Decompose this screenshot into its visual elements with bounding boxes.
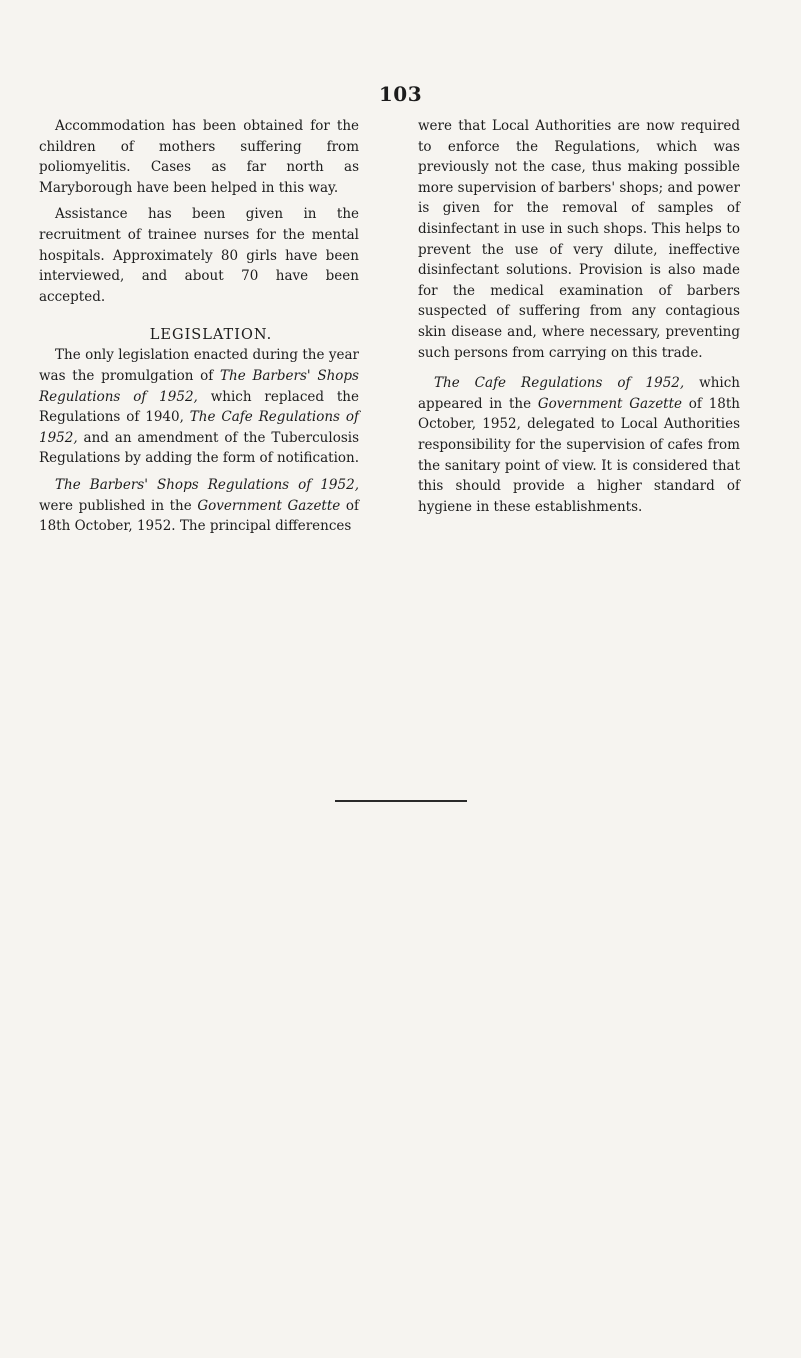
italic-title-government-gazette: Government Gazette xyxy=(197,497,341,514)
italic-title-barbers-regulations: The Barbers' Shops Regulations of 1952, xyxy=(55,476,359,493)
paragraph-legislation xyxy=(39,345,359,469)
text-run: and an amendment of the Tuberculosis Regulations by adding the form of notification. xyxy=(39,429,359,467)
text-run: of 18th October, 1952, delegated to Local Authorities responsibility for the supervision of cafes from the sanitary point of view. It is considered that this should provide a higher standard of hygiene in these establishments. xyxy=(418,395,740,515)
right-column xyxy=(418,116,740,523)
paragraph-trainee-nurses: Assistance has been given in the recruitment of trainee nurses for the mental hospitals. Approximately 80 girls have been interviewed, and about 70 have been accepted. xyxy=(39,206,359,305)
text-run: which appeared in the xyxy=(418,375,740,412)
text-run: of 18th October, 1952. The principal differences xyxy=(39,497,359,535)
italic-title-government-gazette: Government Gazette xyxy=(537,395,683,412)
paragraph-barbers-regulations xyxy=(39,475,359,537)
left-column xyxy=(39,116,359,543)
italic-title-cafe-regulations: The Cafe Regulations of 1952, xyxy=(434,375,685,392)
paragraph-poliomyelitis: Accommodation has been obtained for the children of mothers suffering from poliomyelitis. Cases as far north as Maryborough have been helped in this way. xyxy=(39,118,359,196)
italic-title-barbers-regulations: The Barbers' Shops Regulations of 1952, xyxy=(39,367,359,405)
text-run: The only legislation enacted during the year was the promulgation of xyxy=(39,347,359,384)
paragraph-cafe-regulations xyxy=(418,373,740,517)
text-run: were published in the xyxy=(39,497,198,514)
section-heading-legislation: LEGISLATION. xyxy=(149,327,273,344)
page-number: 103 xyxy=(378,82,423,106)
text-run: which replaced the Regulations of 1940, xyxy=(39,388,359,426)
paragraph-barbers-regulations-continued: were that Local Authorities are now required to enforce the Regulations, which was previously not the case, thus making possible more supervision of barbers' shops; and power is given for the removal of samples of disinfectant in use in such shops. This helps to prevent the use of very dilute, ineffective disinfectant solutions. Provision is also made for the medical examination of barbers suspected of suffering from any contagious skin disease and, where necessary, preventing such persons from carrying on this trade. xyxy=(418,118,740,361)
section-divider-rule xyxy=(335,800,467,802)
italic-title-cafe-regulations: The Cafe Regulations of 1952, xyxy=(39,409,359,446)
